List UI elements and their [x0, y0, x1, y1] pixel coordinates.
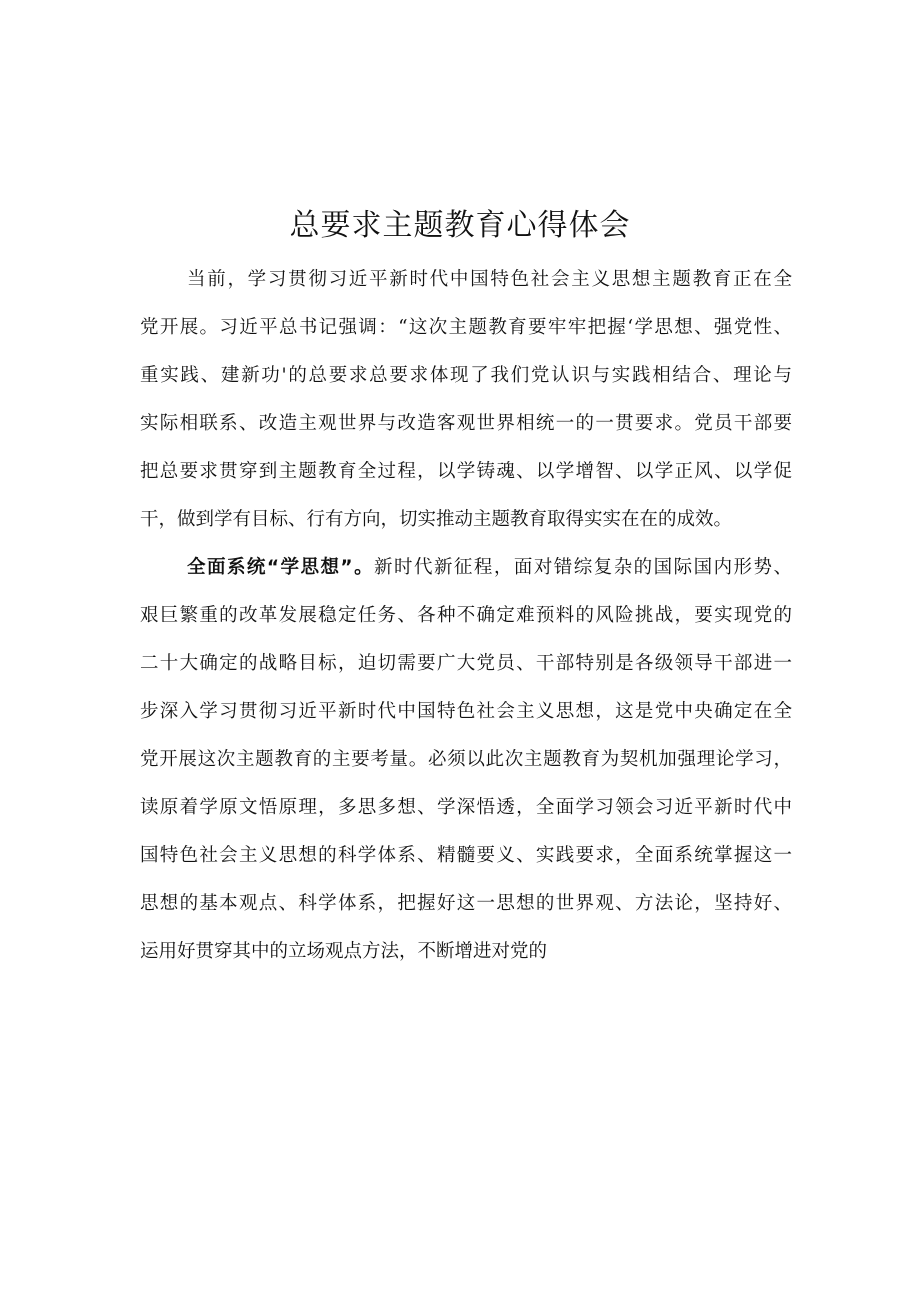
- paragraph-2-line-1: [140, 544, 792, 592]
- paragraph-2-line-3: 二十大确定的战略目标，迫切需要广大党员、干部特别是各级领导干部进一: [140, 653, 792, 674]
- paragraph-2: [140, 544, 792, 976]
- paragraph-2-line-7: 国特色社会主义思想的科学体系、精髓要义、实践要求，全面系统掌握这一: [140, 845, 792, 866]
- paragraph-2-line-6: 读原着学原文悟原理，多思多想、学深悟透，全面学习领会习近平新时代中: [140, 797, 792, 818]
- paragraph-1-line-4: 实际相联系、改造主观世界与改造客观世界相统一的一贯要求。党员干部要: [140, 413, 792, 434]
- paragraph-2-line-1-text: 新时代新征程，面对错综复杂的国际国内形势、: [374, 557, 792, 578]
- paragraph-2-line-4: 步深入学习贯彻习近平新时代中国特色社会主义思想，这是党中央确定在全: [140, 701, 792, 722]
- paragraph-2-line-5: 党开展这次主题教育的主要考量。必须以此次主题教育为契机加强理论学习，: [140, 749, 792, 770]
- paragraph-2-lead-heading: 全面系统“学思想”。: [187, 557, 375, 578]
- paragraph-1: [140, 256, 792, 544]
- document-title: 总要求主题教育心得体会: [289, 208, 631, 243]
- paragraph-1-line-6: 干，做到学有目标、行有方向，切实推动主题教育取得实实在在的成效。: [140, 509, 733, 530]
- paragraph-2-line-8: 思想的基本观点、科学体系，把握好这一思想的世界观、方法论，坚持好、: [140, 893, 792, 914]
- paragraph-1-line-5: 把总要求贯穿到主题教育全过程，以学铸魂、以学增智、以学正风、以学促: [140, 461, 792, 482]
- paragraph-1-line-2: 党开展。习近平总书记强调：“这次主题教育要牢牢把握‘学思想、强党性、: [140, 317, 792, 338]
- document-body: [140, 256, 792, 976]
- paragraph-2-line-9: 运用好贯穿其中的立场观点方法，不断增进对党的: [140, 941, 548, 962]
- paragraph-1-line-3: 重实践、建新功'的总要求总要求体现了我们党认识与实践相结合、理论与: [140, 365, 792, 386]
- paragraph-2-line-2: 艰巨繁重的改革发展稳定任务、各种不确定难预料的风险挑战，要实现党的: [140, 605, 792, 626]
- paragraph-1-line-1: 当前，学习贯彻习近平新时代中国特色社会主义思想主题教育正在全: [187, 269, 792, 290]
